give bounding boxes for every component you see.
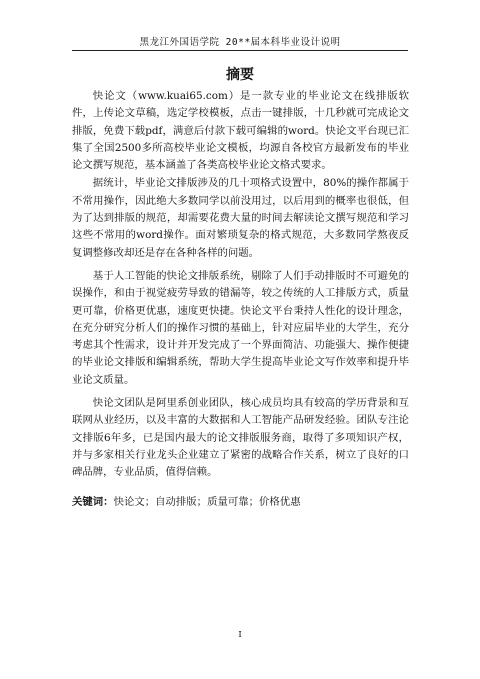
keywords-text: 快论文；自动排版；质量可靠；价格优惠 (113, 495, 301, 508)
abstract-body (72, 88, 409, 511)
abstract-paragraph-2: 据统计，毕业论文排版涉及的几十项格式设置中，80%的操作都属于不常用操作，因此绝大多数同学以前没用过，以后用到的概率也很低，但为了达到排版的规范，却需要花费大量的时间去解读论文撰写规范和学习这些不常用的word操作。面对繁琐复杂的格式规范，大多数同学熬夜反复调整修改却还是存在各种各样的问题。 (72, 177, 409, 259)
page-number: I (238, 630, 242, 640)
running-header: 黑龙江外国语学院 20**届本科毕业设计说明 (139, 37, 341, 48)
abstract-title: 摘要 (226, 67, 254, 83)
keywords-line (72, 494, 409, 511)
abstract-paragraph-3: 基于人工智能的快论文排版系统，剔除了人们手动排版时不可避免的误操作，和由于视觉疲劳导致的错漏等，较之传统的人工排版方式，质量更可靠，价格更优惠，速度更快捷。快论文平台秉持人性化的设计理念，在充分研究分析人们的操作习惯的基础上，针对应届毕业的大学生，充分考虑其个性需求，设计并开发完成了一个界面简洁、功能强大、操作便捷的毕业论文排版和编辑系统，帮助大学生提高毕业论文写作效率和提升毕业论文质量。 (72, 269, 409, 386)
abstract-paragraph-1: 快论文（www.kuai65.com）是一款专业的毕业论文在线排版软件，上传论文草稿，选定学校模板，点击一键排版，十几秒就可完成论文排版，免费下载pdf，满意后付款下载可编辑的word。快论文平台现已汇集了全国2500多所高校毕业论文模板，均源自各校官方最新发布的毕业论文撰写规范，基本涵盖了各类高校毕业论文格式要求。 (72, 90, 409, 172)
keywords-label: 关键词： (72, 495, 114, 508)
header-rule (72, 50, 408, 51)
abstract-paragraph-4: 快论文团队是阿里系创业团队，核心成员均具有较高的学历背景和互联网从业经历，以及丰富的大数据和人工智能产品研发经验。团队专注论文排版6年多，已是国内最大的论文排版服务商，取得了多项知识产权，并与多家相关行业龙头企业建立了紧密的战略合作关系，树立了良好的口碑品牌，专业品质，值得信赖。 (72, 397, 409, 479)
